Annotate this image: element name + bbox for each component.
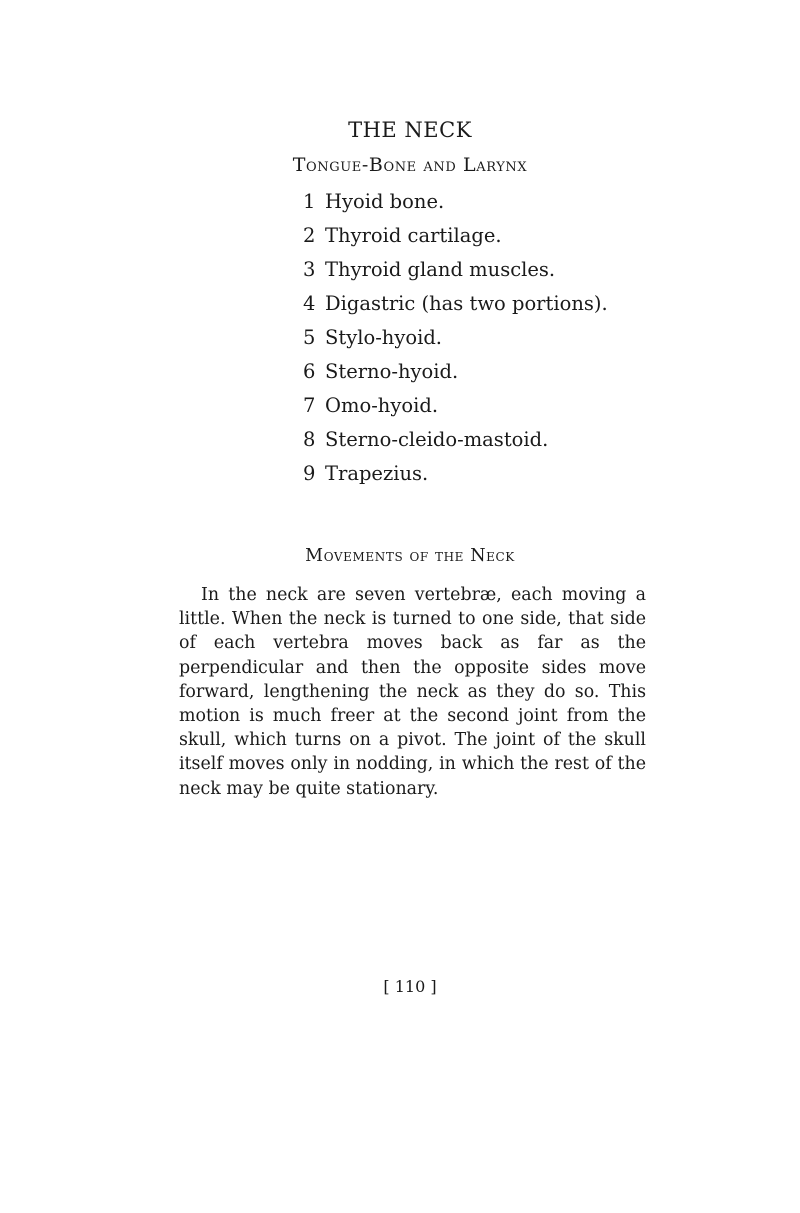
list-item-text: Omo-hyoid. [325, 394, 439, 417]
list-item-text: Sterno-cleido-mastoid. [325, 428, 549, 451]
list-item-number: 9 [303, 462, 316, 485]
page-number: [ 110 ] [383, 977, 437, 996]
list-item [303, 324, 608, 358]
list-item-number: 7 [303, 394, 316, 417]
list-item [303, 222, 608, 256]
list-item [303, 392, 608, 426]
list-item-number: 2 [303, 224, 316, 247]
list-item-number: 4 [303, 292, 316, 315]
list-item-text: Thyroid gland muscles. [325, 258, 556, 281]
list-item [303, 358, 608, 392]
anatomy-list [303, 188, 608, 494]
list-item-number: 3 [303, 258, 316, 281]
body-paragraph: In the neck are seven vertebræ, each moving a little. When the neck is turned to one side, that side of each vertebra moves back as far as the perpendicular and then the opposite sides move forward, lengthening the neck as they do so. This motion is much freer at the second joint from the skull, which turns on a pivot. The joint of the skull itself moves only in nodding, in which the rest of the neck may be quite stationary. [179, 585, 646, 799]
list-item-number: 5 [303, 326, 316, 349]
list-item-text: Thyroid cartilage. [325, 224, 502, 247]
list-item [303, 188, 608, 222]
page-title: THE NECK [348, 118, 472, 142]
list-item-text: Digastric (has two portions). [325, 292, 608, 315]
page-subtitle: Tongue-Bone and Larynx [292, 154, 528, 176]
list-item-number: 8 [303, 428, 316, 451]
list-item-text: Hyoid bone. [325, 190, 445, 213]
section-heading: Movements of the Neck [305, 546, 515, 566]
list-item-text: Sterno-hyoid. [325, 360, 459, 383]
list-item [303, 256, 608, 290]
list-item [303, 426, 608, 460]
list-item-text: Trapezius. [325, 462, 429, 485]
list-item-number: 6 [303, 360, 316, 383]
list-item [303, 290, 608, 324]
list-item [303, 460, 608, 494]
list-item-text: Stylo-hyoid. [325, 326, 443, 349]
list-item-number: 1 [303, 190, 316, 213]
